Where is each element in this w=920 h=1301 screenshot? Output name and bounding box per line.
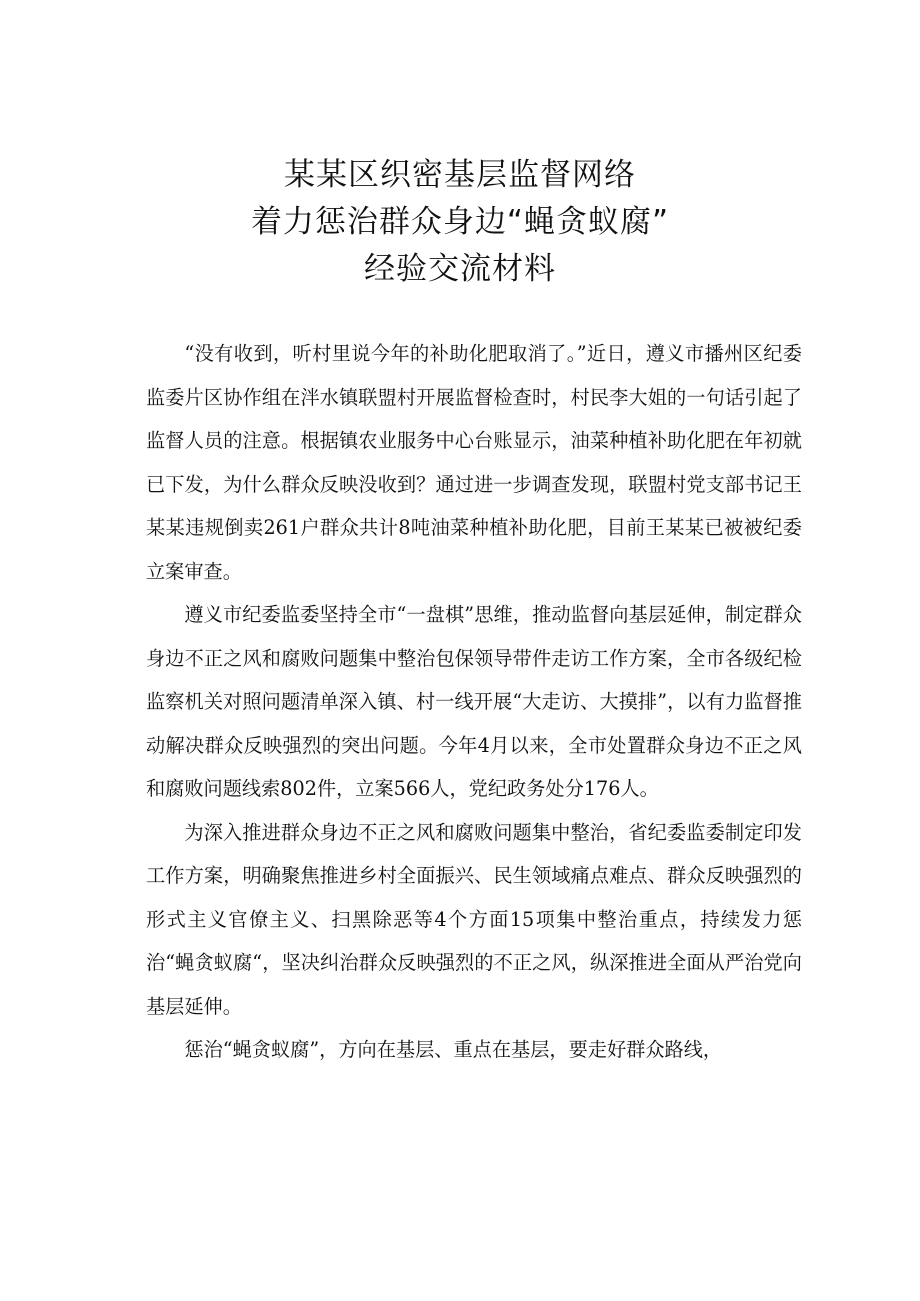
body-paragraph-4: 惩治“蝇贪蚁腐”，方向在基层、重点在基层，要走好群众路线， — [184, 1038, 723, 1061]
body-paragraph-2: 遵义市纪委监委坚持全市“一盘棋”思维，推动监督向基层延伸，制定群众身边不正之风和腐败问题集中整治包保领导带件走访工作方案，全市各级纪检监察机关对照问题清单深入镇、村一线开展“大走访、大摸排”，以有力监督推动解决群众反映强烈的突出问题。今年4月以来，全市处置群众身边不正之风和腐败问题线索802件，立案566人，党纪政务处分176人。 — [146, 603, 802, 800]
body-paragraph-3: 为深入推进群众身边不正之风和腐败问题集中整治，省纪委监委制定印发工作方案，明确聚焦推进乡村全面振兴、民生领域痛点难点、群众反映强烈的形式主义官僚主义、扫黑除恶等4个方面15项集中整治重点，持续发力惩治“蝇贪蚁腐“，坚决纠治群众反映强烈的不正之风，纵深推进全面从严治党向基层延伸。 — [146, 820, 802, 1018]
document-body — [146, 332, 802, 1072]
document-title — [0, 152, 920, 293]
title-line-2: 着力惩治群众身边“蝇贪蚁腐” — [250, 204, 670, 240]
title-line-1: 某某区织密基层监督网络 — [284, 157, 636, 193]
title-line-3: 经验交流材料 — [364, 251, 556, 287]
body-paragraph-1: “没有收到，听村里说今年的补助化肥取消了。”近日，遵义市播州区纪委监委片区协作组在泮水镇联盟村开展监督检查时，村民李大姐的一句话引起了监督人员的注意。根据镇农业服务中心台账显示，油菜种植补助化肥在年初就已下发，为什么群众反映没收到？通过进一步调查发现，联盟村党支部书记王某某违规倒卖261户群众共计8吨油菜种植补助化肥，目前王某某已被被纪委立案审查。 — [146, 342, 802, 583]
